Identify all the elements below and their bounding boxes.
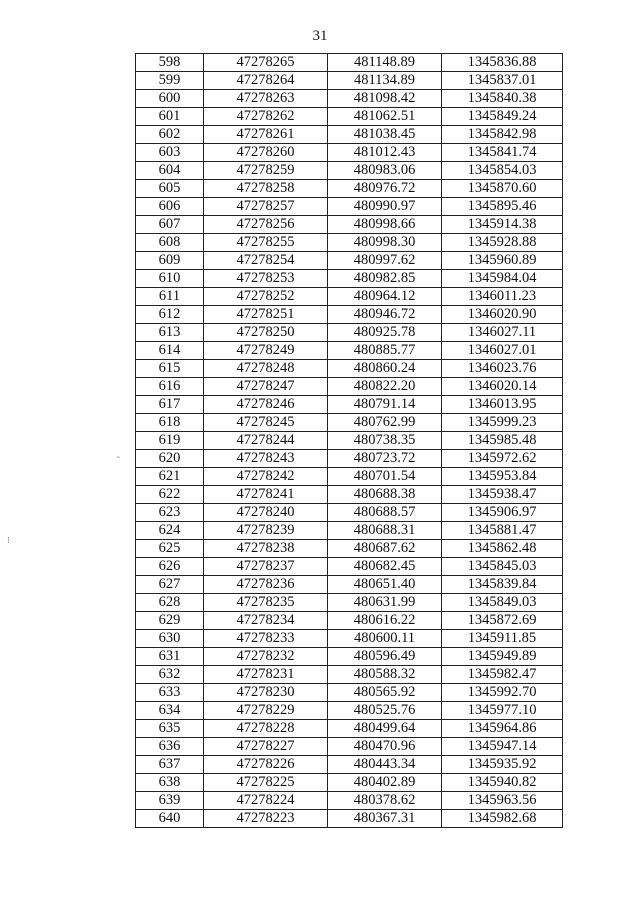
point-number-cell: 605 <box>136 180 204 198</box>
y-coordinate-cell: 1345953.84 <box>442 468 563 486</box>
point-id-cell: 47278250 <box>204 324 328 342</box>
point-number-cell: 628 <box>136 594 204 612</box>
point-number-cell: 638 <box>136 774 204 792</box>
y-coordinate-cell: 1345839.84 <box>442 576 563 594</box>
x-coordinate-cell: 480762.99 <box>328 414 442 432</box>
point-id-cell: 47278228 <box>204 720 328 738</box>
y-coordinate-cell: 1346020.90 <box>442 306 563 324</box>
table-row <box>136 378 563 396</box>
x-coordinate-cell: 480651.40 <box>328 576 442 594</box>
table-row <box>136 288 563 306</box>
y-coordinate-cell: 1345982.68 <box>442 810 563 828</box>
x-coordinate-cell: 480701.54 <box>328 468 442 486</box>
point-id-cell: 47278227 <box>204 738 328 756</box>
table-row <box>136 666 563 684</box>
point-number-cell: 611 <box>136 288 204 306</box>
y-coordinate-cell: 1345849.03 <box>442 594 563 612</box>
table-row <box>136 90 563 108</box>
y-coordinate-cell: 1346013.95 <box>442 396 563 414</box>
y-coordinate-cell: 1345870.60 <box>442 180 563 198</box>
point-number-cell: 609 <box>136 252 204 270</box>
x-coordinate-cell: 481148.89 <box>328 54 442 72</box>
table-row <box>136 720 563 738</box>
y-coordinate-cell: 1345911.85 <box>442 630 563 648</box>
table-row <box>136 360 563 378</box>
point-id-cell: 47278225 <box>204 774 328 792</box>
point-number-cell: 635 <box>136 720 204 738</box>
point-number-cell: 615 <box>136 360 204 378</box>
table-row <box>136 486 563 504</box>
point-number-cell: 626 <box>136 558 204 576</box>
x-coordinate-cell: 481012.43 <box>328 144 442 162</box>
table-row <box>136 54 563 72</box>
y-coordinate-cell: 1345938.47 <box>442 486 563 504</box>
table-row <box>136 468 563 486</box>
point-id-cell: 47278241 <box>204 486 328 504</box>
x-coordinate-cell: 480982.85 <box>328 270 442 288</box>
table-row <box>136 270 563 288</box>
point-number-cell: 606 <box>136 198 204 216</box>
coordinates-table-body <box>136 54 563 828</box>
y-coordinate-cell: 1345947.14 <box>442 738 563 756</box>
point-id-cell: 47278233 <box>204 630 328 648</box>
x-coordinate-cell: 480860.24 <box>328 360 442 378</box>
x-coordinate-cell: 480596.49 <box>328 648 442 666</box>
point-number-cell: 634 <box>136 702 204 720</box>
y-coordinate-cell: 1345854.03 <box>442 162 563 180</box>
point-id-cell: 47278245 <box>204 414 328 432</box>
y-coordinate-cell: 1345949.89 <box>442 648 563 666</box>
point-id-cell: 47278231 <box>204 666 328 684</box>
x-coordinate-cell: 480822.20 <box>328 378 442 396</box>
scan-speck: ⁝ <box>7 535 10 545</box>
x-coordinate-cell: 480499.64 <box>328 720 442 738</box>
y-coordinate-cell: 1345960.89 <box>442 252 563 270</box>
x-coordinate-cell: 480990.97 <box>328 198 442 216</box>
y-coordinate-cell: 1346027.11 <box>442 324 563 342</box>
y-coordinate-cell: 1345842.98 <box>442 126 563 144</box>
point-number-cell: 631 <box>136 648 204 666</box>
y-coordinate-cell: 1346020.14 <box>442 378 563 396</box>
y-coordinate-cell: 1346027.01 <box>442 342 563 360</box>
x-coordinate-cell: 480998.66 <box>328 216 442 234</box>
table-row <box>136 810 563 828</box>
x-coordinate-cell: 480688.57 <box>328 504 442 522</box>
table-row <box>136 702 563 720</box>
table-row <box>136 162 563 180</box>
table-row <box>136 342 563 360</box>
point-id-cell: 47278253 <box>204 270 328 288</box>
y-coordinate-cell: 1345895.46 <box>442 198 563 216</box>
point-id-cell: 47278265 <box>204 54 328 72</box>
x-coordinate-cell: 480682.45 <box>328 558 442 576</box>
table-row <box>136 252 563 270</box>
table-row <box>136 216 563 234</box>
x-coordinate-cell: 480600.11 <box>328 630 442 648</box>
point-id-cell: 47278234 <box>204 612 328 630</box>
y-coordinate-cell: 1345836.88 <box>442 54 563 72</box>
point-number-cell: 627 <box>136 576 204 594</box>
point-number-cell: 602 <box>136 126 204 144</box>
y-coordinate-cell: 1346011.23 <box>442 288 563 306</box>
y-coordinate-cell: 1345992.70 <box>442 684 563 702</box>
point-id-cell: 47278236 <box>204 576 328 594</box>
point-number-cell: 604 <box>136 162 204 180</box>
y-coordinate-cell: 1345935.92 <box>442 756 563 774</box>
table-row <box>136 198 563 216</box>
y-coordinate-cell: 1345840.38 <box>442 90 563 108</box>
point-number-cell: 633 <box>136 684 204 702</box>
point-number-cell: 599 <box>136 72 204 90</box>
x-coordinate-cell: 481098.42 <box>328 90 442 108</box>
x-coordinate-cell: 480925.78 <box>328 324 442 342</box>
x-coordinate-cell: 481134.89 <box>328 72 442 90</box>
table-row <box>136 234 563 252</box>
table-row <box>136 594 563 612</box>
table-row <box>136 432 563 450</box>
x-coordinate-cell: 480525.76 <box>328 702 442 720</box>
x-coordinate-cell: 480791.14 <box>328 396 442 414</box>
point-id-cell: 47278232 <box>204 648 328 666</box>
table-row <box>136 684 563 702</box>
page-number: 31 <box>312 28 328 44</box>
point-number-cell: 617 <box>136 396 204 414</box>
x-coordinate-cell: 480976.72 <box>328 180 442 198</box>
point-number-cell: 601 <box>136 108 204 126</box>
point-number-cell: 616 <box>136 378 204 396</box>
point-number-cell: 640 <box>136 810 204 828</box>
y-coordinate-cell: 1345906.97 <box>442 504 563 522</box>
coordinates-table <box>135 53 563 828</box>
point-number-cell: 610 <box>136 270 204 288</box>
x-coordinate-cell: 480738.35 <box>328 432 442 450</box>
point-id-cell: 47278262 <box>204 108 328 126</box>
x-coordinate-cell: 480723.72 <box>328 450 442 468</box>
x-coordinate-cell: 480631.99 <box>328 594 442 612</box>
point-number-cell: 612 <box>136 306 204 324</box>
y-coordinate-cell: 1345862.48 <box>442 540 563 558</box>
x-coordinate-cell: 480997.62 <box>328 252 442 270</box>
point-number-cell: 624 <box>136 522 204 540</box>
y-coordinate-cell: 1345985.48 <box>442 432 563 450</box>
x-coordinate-cell: 481038.45 <box>328 126 442 144</box>
x-coordinate-cell: 480565.92 <box>328 684 442 702</box>
point-id-cell: 47278224 <box>204 792 328 810</box>
y-coordinate-cell: 1346023.76 <box>442 360 563 378</box>
y-coordinate-cell: 1345977.10 <box>442 702 563 720</box>
x-coordinate-cell: 480688.31 <box>328 522 442 540</box>
point-number-cell: 623 <box>136 504 204 522</box>
y-coordinate-cell: 1345963.56 <box>442 792 563 810</box>
point-id-cell: 47278246 <box>204 396 328 414</box>
y-coordinate-cell: 1345972.62 <box>442 450 563 468</box>
point-id-cell: 47278257 <box>204 198 328 216</box>
y-coordinate-cell: 1345914.38 <box>442 216 563 234</box>
scan-speck: ˜ <box>117 455 120 465</box>
y-coordinate-cell: 1345841.74 <box>442 144 563 162</box>
point-number-cell: 639 <box>136 792 204 810</box>
x-coordinate-cell: 480588.32 <box>328 666 442 684</box>
table-row <box>136 144 563 162</box>
y-coordinate-cell: 1345940.82 <box>442 774 563 792</box>
point-number-cell: 607 <box>136 216 204 234</box>
point-id-cell: 47278238 <box>204 540 328 558</box>
x-coordinate-cell: 481062.51 <box>328 108 442 126</box>
point-number-cell: 620 <box>136 450 204 468</box>
table-row <box>136 306 563 324</box>
point-id-cell: 47278244 <box>204 432 328 450</box>
x-coordinate-cell: 480378.62 <box>328 792 442 810</box>
point-id-cell: 47278254 <box>204 252 328 270</box>
table-row <box>136 396 563 414</box>
point-number-cell: 613 <box>136 324 204 342</box>
y-coordinate-cell: 1345845.03 <box>442 558 563 576</box>
point-number-cell: 629 <box>136 612 204 630</box>
point-number-cell: 600 <box>136 90 204 108</box>
point-id-cell: 47278261 <box>204 126 328 144</box>
y-coordinate-cell: 1345984.04 <box>442 270 563 288</box>
point-number-cell: 622 <box>136 486 204 504</box>
x-coordinate-cell: 480946.72 <box>328 306 442 324</box>
x-coordinate-cell: 480983.06 <box>328 162 442 180</box>
table-row <box>136 504 563 522</box>
point-id-cell: 47278237 <box>204 558 328 576</box>
point-number-cell: 608 <box>136 234 204 252</box>
point-id-cell: 47278263 <box>204 90 328 108</box>
point-number-cell: 636 <box>136 738 204 756</box>
y-coordinate-cell: 1345849.24 <box>442 108 563 126</box>
table-row <box>136 180 563 198</box>
y-coordinate-cell: 1345999.23 <box>442 414 563 432</box>
y-coordinate-cell: 1345837.01 <box>442 72 563 90</box>
point-id-cell: 47278223 <box>204 810 328 828</box>
point-id-cell: 47278256 <box>204 216 328 234</box>
table-row <box>136 576 563 594</box>
point-id-cell: 47278239 <box>204 522 328 540</box>
point-id-cell: 47278251 <box>204 306 328 324</box>
point-number-cell: 614 <box>136 342 204 360</box>
point-id-cell: 47278242 <box>204 468 328 486</box>
table-row <box>136 774 563 792</box>
table-row <box>136 324 563 342</box>
point-id-cell: 47278259 <box>204 162 328 180</box>
point-id-cell: 47278249 <box>204 342 328 360</box>
x-coordinate-cell: 480964.12 <box>328 288 442 306</box>
point-number-cell: 598 <box>136 54 204 72</box>
point-id-cell: 47278260 <box>204 144 328 162</box>
x-coordinate-cell: 480687.62 <box>328 540 442 558</box>
x-coordinate-cell: 480402.89 <box>328 774 442 792</box>
x-coordinate-cell: 480998.30 <box>328 234 442 252</box>
y-coordinate-cell: 1345881.47 <box>442 522 563 540</box>
point-number-cell: 621 <box>136 468 204 486</box>
table-row <box>136 738 563 756</box>
table-row <box>136 648 563 666</box>
point-id-cell: 47278229 <box>204 702 328 720</box>
table-row <box>136 630 563 648</box>
table-row <box>136 450 563 468</box>
point-id-cell: 47278247 <box>204 378 328 396</box>
table-row <box>136 756 563 774</box>
table-row <box>136 72 563 90</box>
point-number-cell: 630 <box>136 630 204 648</box>
point-id-cell: 47278235 <box>204 594 328 612</box>
point-id-cell: 47278248 <box>204 360 328 378</box>
table-row <box>136 108 563 126</box>
table-row <box>136 522 563 540</box>
table-row <box>136 612 563 630</box>
point-number-cell: 625 <box>136 540 204 558</box>
table-row <box>136 540 563 558</box>
y-coordinate-cell: 1345872.69 <box>442 612 563 630</box>
x-coordinate-cell: 480443.34 <box>328 756 442 774</box>
point-id-cell: 47278255 <box>204 234 328 252</box>
point-number-cell: 618 <box>136 414 204 432</box>
table-row <box>136 558 563 576</box>
point-number-cell: 603 <box>136 144 204 162</box>
point-id-cell: 47278252 <box>204 288 328 306</box>
point-id-cell: 47278230 <box>204 684 328 702</box>
point-number-cell: 632 <box>136 666 204 684</box>
x-coordinate-cell: 480688.38 <box>328 486 442 504</box>
x-coordinate-cell: 480470.96 <box>328 738 442 756</box>
table-row <box>136 792 563 810</box>
point-id-cell: 47278264 <box>204 72 328 90</box>
y-coordinate-cell: 1345964.86 <box>442 720 563 738</box>
point-number-cell: 619 <box>136 432 204 450</box>
x-coordinate-cell: 480885.77 <box>328 342 442 360</box>
table-row <box>136 126 563 144</box>
table-row <box>136 414 563 432</box>
x-coordinate-cell: 480367.31 <box>328 810 442 828</box>
point-number-cell: 637 <box>136 756 204 774</box>
point-id-cell: 47278226 <box>204 756 328 774</box>
point-id-cell: 47278240 <box>204 504 328 522</box>
x-coordinate-cell: 480616.22 <box>328 612 442 630</box>
y-coordinate-cell: 1345982.47 <box>442 666 563 684</box>
point-id-cell: 47278243 <box>204 450 328 468</box>
y-coordinate-cell: 1345928.88 <box>442 234 563 252</box>
point-id-cell: 47278258 <box>204 180 328 198</box>
